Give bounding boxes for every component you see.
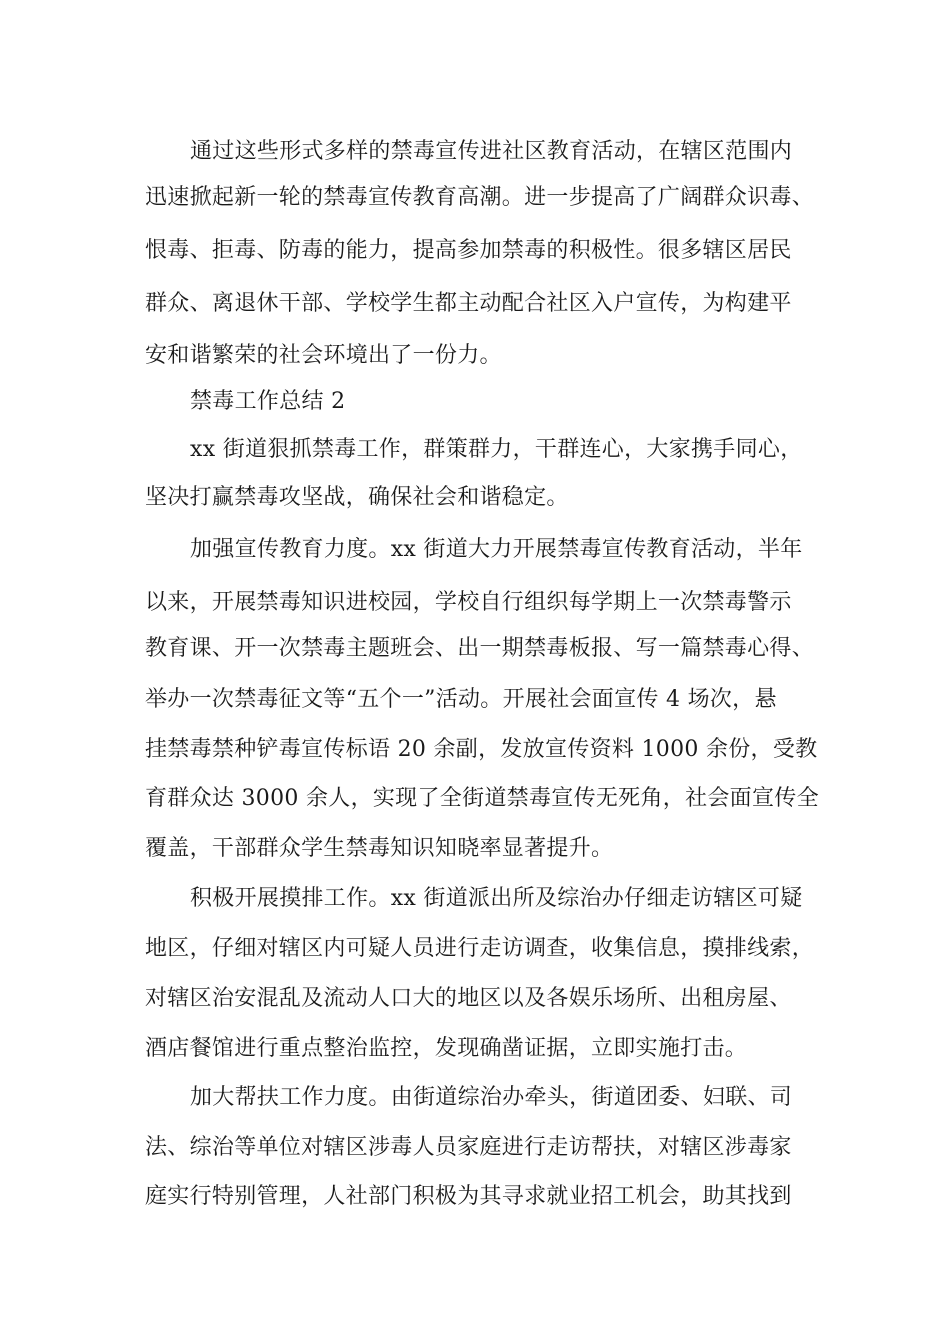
paragraph-line: 加大帮扶工作力度。由街道综治办牵头，街道团委、妇联、司	[190, 1085, 793, 1110]
paragraph-line: 挂禁毒禁种铲毒宣传标语 20 余副，发放宣传资料 1000 余份，受教	[145, 737, 818, 762]
paragraph-line: xx 街道狠抓禁毒工作，群策群力，干群连心，大家携手同心，	[190, 437, 803, 462]
paragraph-line: 以来，开展禁毒知识进校园，学校自行组织每学期上一次禁毒警示	[145, 590, 792, 615]
paragraph-line: 迅速掀起新一轮的禁毒宣传教育高潮。进一步提高了广阔群众识毒、	[145, 185, 815, 210]
paragraph-line: 通过这些形式多样的禁毒宣传进社区教育活动，在辖区范围内	[190, 139, 793, 164]
paragraph-line: 积极开展摸排工作。xx 街道派出所及综治办仔细走访辖区可疑	[190, 886, 803, 911]
paragraph-line: 酒店餐馆进行重点整治监控，发现确凿证据，立即实施打击。	[145, 1036, 748, 1061]
paragraph-line: 恨毒、拒毒、防毒的能力，提高参加禁毒的积极性。很多辖区居民	[145, 238, 792, 263]
paragraph-line: 法、综治等单位对辖区涉毒人员家庭进行走访帮扶，对辖区涉毒家	[145, 1135, 792, 1160]
paragraph-line: 安和谐繁荣的社会环境出了一份力。	[145, 343, 502, 368]
section-heading: 禁毒工作总结 2	[190, 389, 346, 414]
paragraph-line: 地区，仔细对辖区内可疑人员进行走访调查，收集信息，摸排线索，	[145, 936, 815, 961]
paragraph-line: 加强宣传教育力度。xx 街道大力开展禁毒宣传教育活动，半年	[190, 537, 803, 562]
paragraph-line: 育群众达 3000 余人，实现了全街道禁毒宣传无死角，社会面宣传全	[145, 786, 819, 811]
paragraph-line: 教育课、开一次禁毒主题班会、出一期禁毒板报、写一篇禁毒心得、	[145, 636, 815, 661]
paragraph-line: 对辖区治安混乱及流动人口大的地区以及各娱乐场所、出租房屋、	[145, 986, 792, 1011]
paragraph-line: 群众、离退休干部、学校学生都主动配合社区入户宣传，为构建平	[145, 291, 792, 316]
paragraph-line: 举办一次禁毒征文等“五个一”活动。开展社会面宣传 4 场次，悬	[145, 687, 777, 712]
paragraph-line: 覆盖，干部群众学生禁毒知识知晓率显著提升。	[145, 836, 614, 861]
paragraph-line: 坚决打赢禁毒攻坚战，确保社会和谐稳定。	[145, 485, 569, 510]
paragraph-line: 庭实行特别管理，人社部门积极为其寻求就业招工机会，助其找到	[145, 1184, 792, 1209]
